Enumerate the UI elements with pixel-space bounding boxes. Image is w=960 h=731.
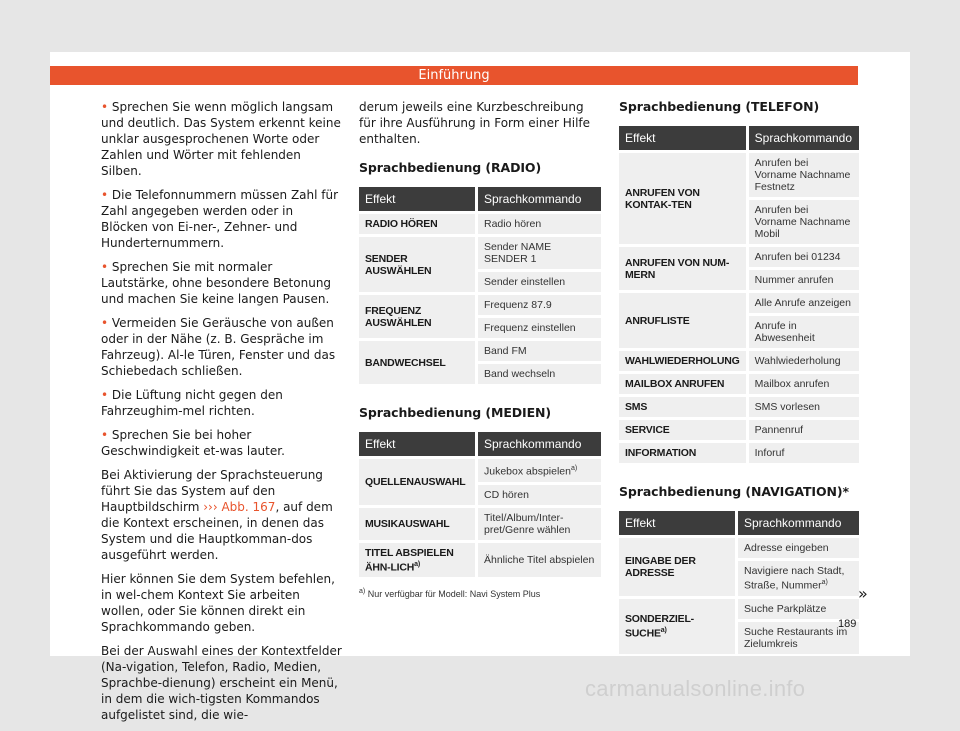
footnote-marker: a) (570, 465, 578, 472)
footnote-marker: a) (660, 626, 667, 634)
bullet-item: • Sprechen Sie mit normaler Lautstärke, ohne besondere Betonung und machen Sie keine langen Pausen. (101, 260, 332, 306)
effect-cell: SMS (619, 397, 749, 417)
effect-cell: SONDERZIEL- SUCHE$^{a)}$ (619, 599, 738, 654)
command-cell: Band wechseln (478, 364, 601, 384)
effect-cell: TITEL ABSPIELEN ÄHN-LICH$^{a)}$ (359, 543, 478, 578)
command-cell: Pannenruf (749, 420, 859, 440)
effect-cell: FREQUENZ AUSWÄHLEN (359, 295, 478, 338)
bullet-icon: • (101, 188, 109, 202)
paragraph: Bei Aktivierung der Sprachsteuerung führt Sie das System auf den Hauptbildschirm ››› Abb. 167, auf dem die Kontext erscheinen, in denen das System und die Hauptkomman-dos ausgeführt werden. (101, 468, 333, 562)
column-1 (101, 99, 343, 731)
command-cell: Frequenz 87.9 (478, 295, 601, 315)
radio-heading: Sprachbedienung (RADIO) (359, 160, 542, 175)
command-cell: Mailbox anrufen (749, 374, 859, 394)
continue-arrow-icon: » (858, 584, 868, 603)
effect-cell: MUSIKAUSWAHL (359, 508, 478, 540)
paragraph: derum jeweils eine Kurzbeschreibung für ihre Ausführung in Form einer Hilfe enthalten. (359, 100, 591, 146)
effect-cell: EINGABE DER ADRESSE (619, 538, 738, 596)
bullet-icon: • (101, 100, 109, 114)
figure-link[interactable]: ››› Abb. 167 (203, 500, 276, 514)
page-number: 189 (838, 618, 857, 630)
command-header: Sprachkommando (478, 432, 601, 456)
media-heading: Sprachbedienung (MEDIEN) (359, 405, 552, 420)
command-cell: Adresse eingeben (738, 538, 859, 558)
navigation-table (619, 508, 859, 657)
phone-table (619, 123, 859, 466)
command-cell: Ähnliche Titel abspielen (478, 543, 601, 578)
effect-cell: ANRUFEN VON NUM-MERN (619, 247, 749, 290)
bullet-icon: • (101, 428, 109, 442)
bullet-icon: • (101, 388, 109, 402)
column-2 (359, 99, 601, 602)
effect-cell: WAHLWIEDERHOLUNG (619, 351, 749, 371)
effect-cell: BANDWECHSEL (359, 341, 478, 384)
phone-heading: Sprachbedienung (TELEFON) (619, 99, 820, 114)
command-cell: Anrufe in Abwesenheit (749, 316, 859, 348)
effect-cell: MAILBOX ANRUFEN (619, 374, 749, 394)
effect-header: Effekt (619, 511, 738, 535)
command-cell: Frequenz einstellen (478, 318, 601, 338)
bullet-item: • Die Lüftung nicht gegen den Fahrzeughim-mel richten. (101, 388, 283, 418)
command-cell: Radio hören (478, 214, 601, 234)
command-cell: CD hören (478, 485, 601, 505)
watermark: carmanualsonline.info (585, 676, 806, 701)
effect-cell: INFORMATION (619, 443, 749, 463)
navigation-heading: Sprachbedienung (NAVIGATION)* (619, 484, 849, 499)
effect-header: Effekt (359, 187, 478, 211)
section-header: Einführung (50, 66, 858, 85)
footnote-marker: a) (821, 579, 828, 586)
paragraph: Bei der Auswahl eines der Kontextfelder (Na-vigation, Telefon, Radio, Medien, Sprachbe-dienung) erscheint ein Menü, in dem die wich-tigsten Kommandos aufgelistet sind, die wie- (101, 644, 342, 722)
bullet-item: • Vermeiden Sie Geräusche von außen oder in der Nähe (z. B. Gespräche im Fahrzeug). Al-le Türen, Fenster und das Schiebedach schließen. (101, 316, 336, 378)
command-cell: Anrufen bei Vorname Nachname Mobil (749, 200, 859, 244)
command-cell: Band FM (478, 341, 601, 361)
footnote-marker: a) (414, 560, 420, 568)
command-cell: Anrufen bei 01234 (749, 247, 859, 267)
command-cell: Titel/Album/Inter-pret/Genre wählen (478, 508, 601, 540)
radio-table (359, 184, 601, 387)
footnote: $^{a)}$ Nur verfügbar für Modell: Navi System Plus (359, 588, 541, 599)
effect-cell: SENDER AUSWÄHLEN (359, 237, 478, 292)
effect-header: Effekt (619, 126, 749, 150)
media-table (359, 429, 601, 580)
paragraph: Hier können Sie dem System befehlen, in wel-chem Kontext Sie arbeiten wollen, oder Sie können direkt ein Sprachkommando geben. (101, 572, 335, 634)
column-3 (619, 99, 859, 657)
command-cell: Sender NAME SENDER 1 (478, 237, 601, 269)
bullet-item: • Sprechen Sie bei hoher Geschwindigkeit et-was lauter. (101, 428, 285, 458)
command-header: Sprachkommando (738, 511, 859, 535)
effect-cell: SERVICE (619, 420, 749, 440)
command-header: Sprachkommando (749, 126, 859, 150)
command-cell: Inforuf (749, 443, 859, 463)
command-cell: Sender einstellen (478, 272, 601, 292)
command-cell: SMS vorlesen (749, 397, 859, 417)
effect-cell: ANRUFLISTE (619, 293, 749, 348)
command-cell: Nummer anrufen (749, 270, 859, 290)
command-cell: Alle Anrufe anzeigen (749, 293, 859, 313)
bullet-item: • Die Telefonnummern müssen Zahl für Zahl angegeben werden oder in Blöcken von Ei-ner-, Zehner- und Hunderternummern. (101, 188, 339, 250)
effect-cell: ANRUFEN VON KONTAK-TEN (619, 153, 749, 244)
command-cell: Wahlwiederholung (749, 351, 859, 371)
command-cell: Navigiere nach Stadt, Straße, Nummer$^{a)}$ (738, 561, 859, 596)
command-cell: Suche Parkplätze (738, 599, 859, 619)
command-header: Sprachkommando (478, 187, 601, 211)
command-cell: Jukebox abspielen$^{a)}$ (478, 459, 601, 482)
command-cell: Suche Restaurants im Zielumkreis (738, 622, 859, 654)
bullet-icon: • (101, 260, 109, 274)
effect-header: Effekt (359, 432, 478, 456)
effect-cell: QUELLENAUSWAHL (359, 459, 478, 505)
effect-cell: RADIO HÖREN (359, 214, 478, 234)
bullet-item: • Sprechen Sie wenn möglich langsam und deutlich. Das System erkennt keine unklar ausgesprochenen Worte oder Zahlen und Wörter mit fehlenden Silben. (101, 100, 341, 178)
bullet-icon: • (101, 316, 109, 330)
command-cell: Anrufen bei Vorname Nachname Festnetz (749, 153, 859, 197)
